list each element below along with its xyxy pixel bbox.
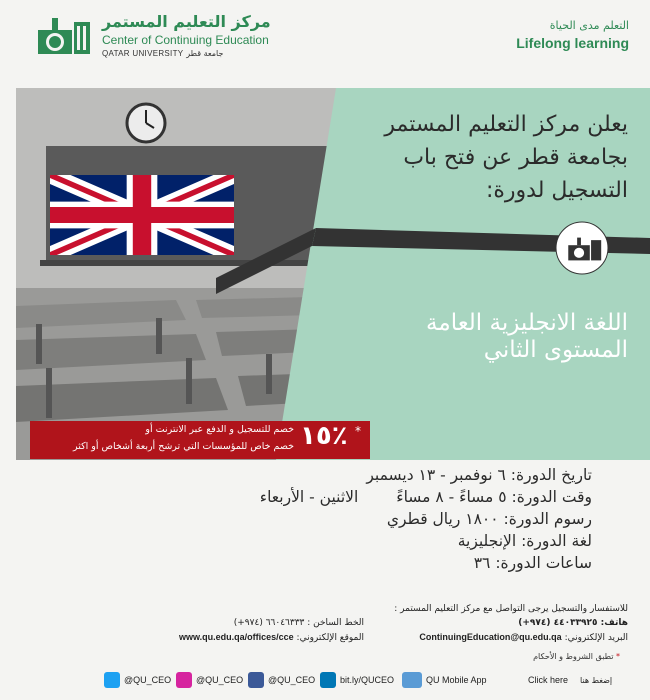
website-label: الموقع الإلكتروني: xyxy=(296,633,364,643)
course-time: وقت الدورة: ٥ مساءً - ٨ مساءً xyxy=(396,488,592,506)
instagram-icon[interactable] xyxy=(176,672,192,688)
spacer xyxy=(124,602,364,616)
website-link[interactable]: www.qu.edu.qa/offices/cce xyxy=(178,632,294,642)
university-name-english: QATAR UNIVERSITY xyxy=(102,49,184,58)
announcement-text xyxy=(338,108,628,207)
terms-note xyxy=(533,652,620,661)
center-name-english: Center of Continuing Education xyxy=(102,33,269,47)
course-language: لغة الدورة: الإنجليزية xyxy=(457,532,592,550)
course-hours: ساعات الدورة: ٣٦ xyxy=(473,554,592,572)
terms-asterisk: * xyxy=(616,652,620,661)
cce-logo-icon xyxy=(567,234,605,264)
qu-logo-icon xyxy=(36,16,96,56)
facebook-handle[interactable]: @QU_CEO xyxy=(268,675,316,685)
email-label: البريد الإلكتروني: xyxy=(564,633,628,643)
announcement-line-2: بجامعة قطر عن فتح باب xyxy=(403,145,628,170)
click-here-link[interactable]: Click here xyxy=(528,675,569,685)
course-title xyxy=(338,310,628,364)
announcement-line-3: التسجيل لدورة: xyxy=(485,178,628,203)
announcement-line-1: يعلن مركز التعليم المستمر xyxy=(384,112,628,137)
university-name xyxy=(102,49,223,58)
terms-text: تطبق الشروط و الأحكام xyxy=(533,652,614,661)
contact-phone: هاتف: ٤٤٠٣٣٩٢٥ (٩٧٤+) xyxy=(518,618,628,628)
course-title-line-2: المستوى الثاني xyxy=(483,337,628,363)
contact-intro: للاستفسار والتسجيل يرجى التواصل مع مركز التعليم المستمر : xyxy=(394,604,628,614)
mobile-app-label[interactable]: QU Mobile App xyxy=(426,675,487,685)
contact-info xyxy=(354,602,628,645)
tagline-arabic: التعلم مدى الحياة xyxy=(549,19,629,32)
website-row xyxy=(124,630,364,645)
discount-percent: ١٥٪ xyxy=(300,421,348,451)
click-here-arabic[interactable]: إضغط هنا xyxy=(580,676,613,685)
course-time-row xyxy=(212,486,592,508)
linkedin-link[interactable]: bit.ly/QUCEO xyxy=(340,675,395,685)
discount-asterisk: * xyxy=(355,424,361,438)
tagline-english: Lifelong learning xyxy=(516,35,629,51)
email-link[interactable]: ContinuingEducation@qu.edu.qa xyxy=(419,632,562,642)
center-name-arabic: مركز التعليم المستمر xyxy=(102,12,271,31)
contact-hotline-info xyxy=(124,602,364,645)
hotline: الخط الساخن : ٦٦٠٤٦٣٣٣ (٩٧٤+) xyxy=(233,618,364,628)
twitter-handle[interactable]: @QU_CEO xyxy=(124,675,172,685)
course-details xyxy=(212,464,592,574)
course-dates: تاريخ الدورة: ٦ نوفمبر - ١٣ ديسمبر xyxy=(366,466,592,484)
qu-app-icon[interactable] xyxy=(402,672,422,688)
university-name-arabic: جامعة قطر xyxy=(186,49,224,58)
linkedin-icon[interactable] xyxy=(320,672,336,688)
course-fees: رسوم الدورة: ١٨٠٠ ريال قطري xyxy=(386,510,592,528)
contact-email-row xyxy=(354,630,628,645)
course-days: الاثنين - الأربعاء xyxy=(259,488,359,506)
instagram-handle[interactable]: @QU_CEO xyxy=(196,675,244,685)
discount-line-2: خصم خاص للمؤسسات التي ترشح أربعة أشخاص أو اكثر xyxy=(72,441,294,452)
facebook-icon[interactable] xyxy=(248,672,264,688)
discount-line-1: خصم للتسجيل و الدفع عبر الانترنت أو xyxy=(145,424,294,435)
union-jack-flag-icon xyxy=(50,175,234,255)
course-title-line-1: اللغة الانجليزية العامة xyxy=(426,310,628,336)
twitter-icon[interactable] xyxy=(104,672,120,688)
